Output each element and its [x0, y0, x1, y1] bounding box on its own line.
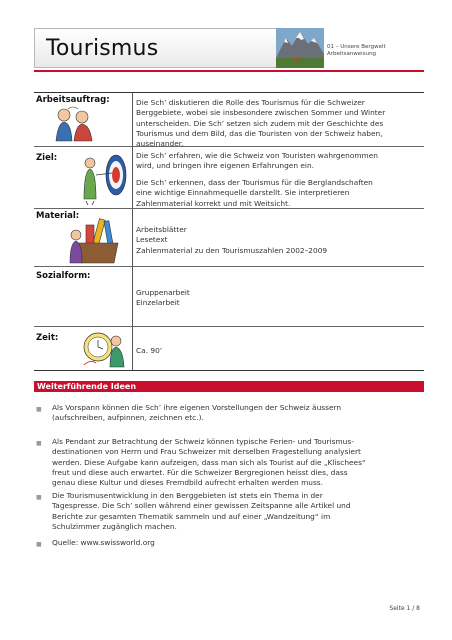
label-zeit: Zeit: [36, 333, 59, 343]
list-item-line: Quelle: www.swissworld.org [52, 538, 155, 547]
list-item-line: destinationen von Herrn und Frau Schweizer mit derselben Fragestellung analysiert [52, 447, 361, 457]
mountain-photo-icon [276, 28, 324, 68]
list-item [52, 403, 414, 424]
list-item [52, 538, 414, 548]
text-line: Die Sch’ erfahren, wie die Schweiz von Touristen wahrgenommen [136, 151, 378, 160]
label-arbeitsauftrag: Arbeitsauftrag: [36, 95, 110, 105]
clock-figure-icon [80, 327, 128, 369]
label-sozialform: Sozialform: [36, 271, 91, 281]
text-zeit: Ca. 90’ [136, 346, 163, 355]
section-heading: Weiterführende Ideen [37, 381, 137, 391]
text-ziel-1 [136, 151, 378, 172]
page-number: Seite 1 / 8 [389, 605, 420, 612]
bullet-icon: ■ [36, 541, 42, 548]
list-item-line: genau diese Kultur und dieses Fremdbild aufrecht erhalten werden muss. [52, 478, 324, 488]
text-line: Einzelarbeit [136, 298, 180, 308]
bullet-icon: ■ [36, 406, 42, 413]
header-subtitle [327, 44, 386, 58]
text-line: Die Sch’ erkennen, dass der Tourismus für die Berglandschaften [136, 178, 373, 187]
text-line: Gruppenarbeit [136, 288, 190, 297]
table-top-line [34, 92, 424, 93]
dart-target-icon [78, 149, 130, 205]
text-line: Tourismus und dem Bild, das die Touristen von der Schweiz haben, [136, 128, 383, 138]
text-line: Berggebiete, wobei sie insbesondere zwischen Sommer und Winter [136, 108, 386, 118]
text-line: unterscheiden. Die Sch’ setzen sich zudem mit der Geschichte des [136, 118, 384, 128]
text-line: auseinander. [136, 139, 184, 149]
text-line: Die Sch’ diskutieren die Rolle des Tourismus für die Schweizer [136, 98, 365, 107]
bullet-icon: ■ [36, 440, 42, 447]
text-ziel-2 [136, 178, 373, 209]
text-line: wird, und bringen ihre eigenen Erfahrungen ein. [136, 161, 314, 171]
list-item-line: Als Pendant zur Betrachtung der Schweiz können typische Ferien- und Tourismus- [52, 437, 354, 446]
list-item-line: Berichte zur gesamten Thematik sammeln und auf einer „Wandzeitung“ im [52, 511, 331, 521]
text-material [136, 225, 327, 256]
discussion-figures-icon [50, 105, 96, 143]
list-item-line: Die Tourismusentwicklung in den Berggebieten ist stets ein Thema in der [52, 491, 323, 500]
text-line: Zahlenmaterial korrekt und mit Weitsicht. [136, 198, 291, 208]
list-item-line: Schulzimmer zugänglich machen. [52, 521, 177, 531]
text-line: Arbeitsblätter [136, 225, 187, 234]
text-line: Zahlenmaterial zu den Tourismuszahlen 2002–2009 [136, 245, 328, 255]
header-subtitle-line1: 01 – Unsere Bergwelt [327, 44, 386, 50]
page-title: Tourismus [46, 36, 159, 61]
list-item [52, 437, 414, 488]
header-divider [34, 70, 424, 72]
row-divider-3 [34, 266, 424, 267]
label-ziel: Ziel: [36, 153, 58, 163]
text-line: Lesetext [136, 235, 168, 245]
list-item-line: Tagespresse. Die Sch’ sollen während einer gewissen Zeitspanne alle Artikel und [52, 501, 351, 511]
list-item [52, 491, 414, 532]
text-arbeitsauftrag [136, 98, 385, 149]
bullet-icon: ■ [36, 494, 42, 501]
table-bottom-line [34, 370, 424, 371]
list-item-line: werden. Diese Aufgabe kann aufzeigen, dass man sich als Tourist auf die „Klischees“ [52, 457, 366, 467]
list-item-line: Als Vorspann können die Sch’ ihre eigenen Vorstellungen der Schweiz äussern [52, 403, 342, 412]
text-line: eine wichtige Einnahmequelle darstellt. Sie interpretieren [136, 188, 350, 198]
header-subtitle-line2: Arbeitsanweisung [327, 51, 377, 57]
materials-basket-icon [66, 215, 128, 265]
list-item-line: freut und diese auch erwartet. Für die Schweizer Bergregionen heisst dies, dass [52, 467, 348, 477]
text-sozialform [136, 288, 190, 309]
table-column-divider [132, 92, 133, 370]
list-item-line: (aufschreiben, aufpinnen, zeichnen etc.). [52, 413, 204, 423]
label-material: Material: [36, 211, 80, 221]
